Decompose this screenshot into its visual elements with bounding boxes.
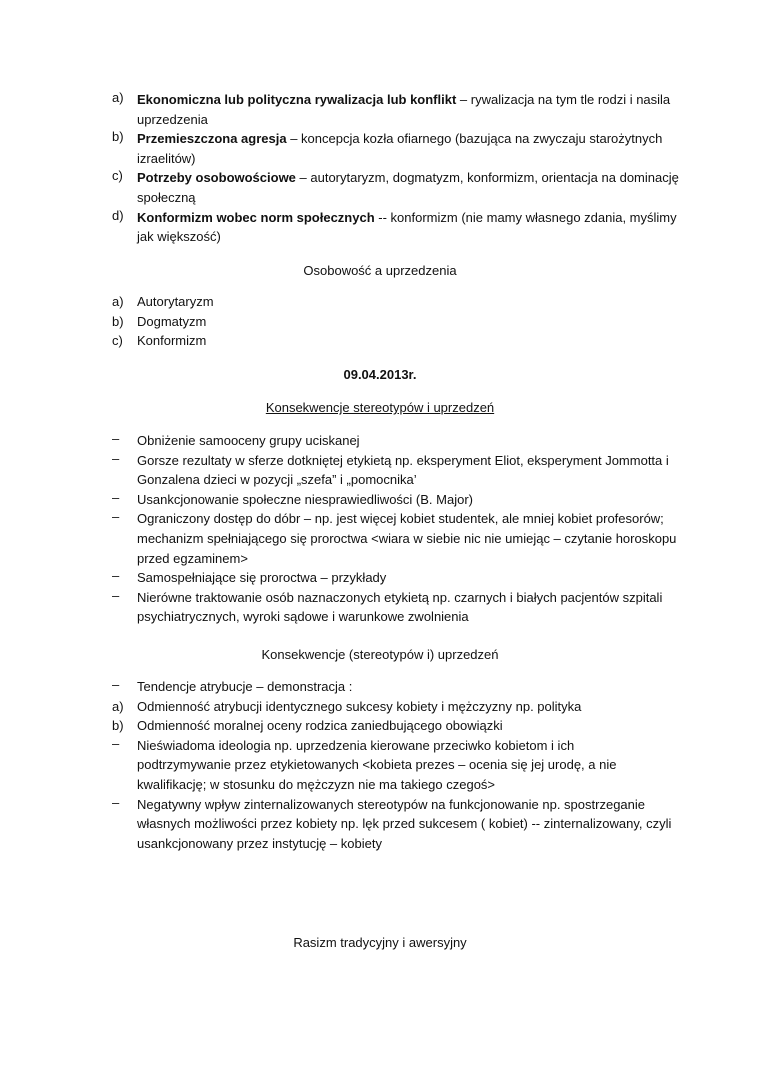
list-text-continuation: izraelitów) bbox=[137, 150, 196, 166]
dash-bullet: – bbox=[112, 509, 120, 525]
consequences-list-2 bbox=[112, 677, 672, 853]
list-text-continuation: Gonzalena dzieci w pozycji „szefa” i „pomocnika’ bbox=[137, 472, 417, 488]
list-item bbox=[112, 736, 672, 795]
list-text: Gorsze rezultaty w sferze dotkniętej etykietą np. eksperyment Eliot, eksperyment Jommotta i bbox=[137, 452, 669, 468]
list-term: Konformizm wobec norm społecznych bbox=[137, 209, 375, 225]
section-heading-racism: Rasizm tradycyjny i awersyjny bbox=[293, 935, 467, 950]
list-text-continuation: społeczną bbox=[137, 189, 196, 205]
dash-bullet: – bbox=[112, 587, 120, 603]
list-item bbox=[112, 312, 672, 332]
list-item bbox=[112, 588, 672, 627]
dash-bullet: – bbox=[112, 794, 120, 810]
dash-bullet: – bbox=[112, 735, 120, 751]
dash-bullet: – bbox=[112, 489, 120, 505]
list-term: Potrzeby osobowościowe bbox=[137, 170, 296, 186]
list-marker: a) bbox=[112, 698, 124, 714]
section-heading-consequences-2: Konsekwencje (stereotypów i) uprzedzeń bbox=[261, 647, 499, 662]
list-marker: b) bbox=[112, 313, 124, 329]
list-text: Autorytaryzm bbox=[137, 294, 214, 309]
dash-bullet: – bbox=[112, 431, 120, 446]
list-marker: d) bbox=[112, 207, 124, 223]
list-text: Negatywny wpływ zinternalizowanych stereotypów na funkcjonowanie np. spostrzeganie bbox=[137, 796, 645, 812]
list-text: Odmienność moralnej oceny rodzica zaniedbującego obowiązki bbox=[137, 718, 503, 734]
list-text: Tendencje atrybucje – demonstracja : bbox=[137, 679, 353, 694]
list-text-continuation: usankcjonowany przez instytucję – kobiety bbox=[137, 835, 382, 851]
sub-list-item bbox=[112, 697, 672, 717]
list-term: Przemieszczona agresja bbox=[137, 131, 287, 147]
dash-bullet: – bbox=[112, 677, 120, 692]
list-text-continuation: podtrzymywanie przez etykietowanych <kobieta prezes – ocenia się jej urodę, a nie bbox=[137, 757, 617, 773]
list-text: Obniżenie samooceny grupy uciskanej bbox=[137, 433, 360, 448]
list-item bbox=[112, 292, 672, 312]
list-item bbox=[112, 207, 677, 247]
list-text: Samospełniające się proroctwa – przykłady bbox=[137, 570, 387, 586]
list-marker: c) bbox=[112, 333, 123, 349]
list-text-continuation: jak większość) bbox=[137, 229, 221, 245]
list-item bbox=[112, 451, 672, 490]
list-text: -- konformizm (nie mamy własnego zdania, myślimy bbox=[374, 209, 677, 225]
list-marker: b) bbox=[112, 718, 124, 734]
list-item bbox=[112, 90, 672, 129]
list-text-continuation: kwalifikację; w stosunku do mężczyzn nie ma takiego czegoś> bbox=[137, 776, 496, 792]
list-item bbox=[112, 509, 677, 568]
consequences-list bbox=[112, 431, 677, 627]
list-item bbox=[112, 431, 672, 451]
list-text-continuation: mechanizm spełniającego się proroctwa <wiara w siebie nic nie umiejąc – czytanie horoskopu bbox=[137, 530, 677, 546]
list-marker: a) bbox=[112, 294, 124, 309]
list-text-continuation: uprzedzenia bbox=[137, 111, 208, 127]
personality-list bbox=[112, 292, 672, 351]
list-text-continuation: psychiatrycznych, wyroki sądowe i warunkowe zwolnienia bbox=[137, 609, 469, 625]
list-item bbox=[112, 129, 672, 168]
list-item bbox=[112, 677, 672, 697]
list-text: Usankcjonowanie społeczne niesprawiedliwości (B. Major) bbox=[137, 491, 473, 507]
date-heading: 09.04.2013r. bbox=[343, 367, 417, 382]
list-term: Ekonomiczna lub polityczna rywalizacja lub konflikt bbox=[137, 92, 457, 107]
list-text: – koncepcja kozła ofiarnego (bazująca na zwyczaju starożytnych bbox=[286, 131, 663, 147]
list-item bbox=[112, 568, 672, 588]
dash-bullet: – bbox=[112, 450, 120, 466]
list-text: Dogmatyzm bbox=[137, 313, 207, 329]
list-text: Nieświadoma ideologia np. uprzedzenia kierowane przeciwko kobietom i ich bbox=[137, 737, 575, 753]
section-heading-personality: Osobowość a uprzedzenia bbox=[303, 263, 457, 278]
list-text: Ograniczony dostęp do dóbr – np. jest więcej kobiet studentek, ale mniej kobiet profesorów; bbox=[137, 511, 664, 527]
list-item bbox=[112, 795, 672, 854]
list-text: Nierówne traktowanie osób naznaczonych etykietą np. czarnych i białych pacjentów szpitali bbox=[137, 589, 663, 605]
list-marker: c) bbox=[112, 168, 123, 184]
list-text: Odmienność atrybucji identycznego sukcesy kobiety i mężczyzny np. polityka bbox=[137, 698, 582, 714]
list-marker: b) bbox=[112, 129, 124, 145]
list-item bbox=[112, 331, 672, 351]
list-text: – rywalizacja na tym tle rodzi i nasila bbox=[456, 92, 671, 107]
causes-list bbox=[112, 90, 679, 247]
list-text-continuation: przed egzaminem> bbox=[137, 550, 248, 566]
sub-list-item bbox=[112, 716, 672, 736]
list-text: – autorytaryzm, dogmatyzm, konformizm, orientacja na dominację bbox=[295, 170, 679, 186]
list-item bbox=[112, 490, 672, 510]
list-marker: a) bbox=[112, 90, 124, 105]
list-text-continuation: własnych możliwości przez kobiety np. lęk przed sukcesem ( kobiet) -- zinternalizowany, czyli bbox=[137, 816, 672, 832]
list-item bbox=[112, 168, 679, 207]
section-heading-consequences: Konsekwencje stereotypów i uprzedzeń bbox=[265, 400, 495, 415]
list-text: Konformizm bbox=[137, 333, 207, 349]
dash-bullet: – bbox=[112, 568, 120, 584]
